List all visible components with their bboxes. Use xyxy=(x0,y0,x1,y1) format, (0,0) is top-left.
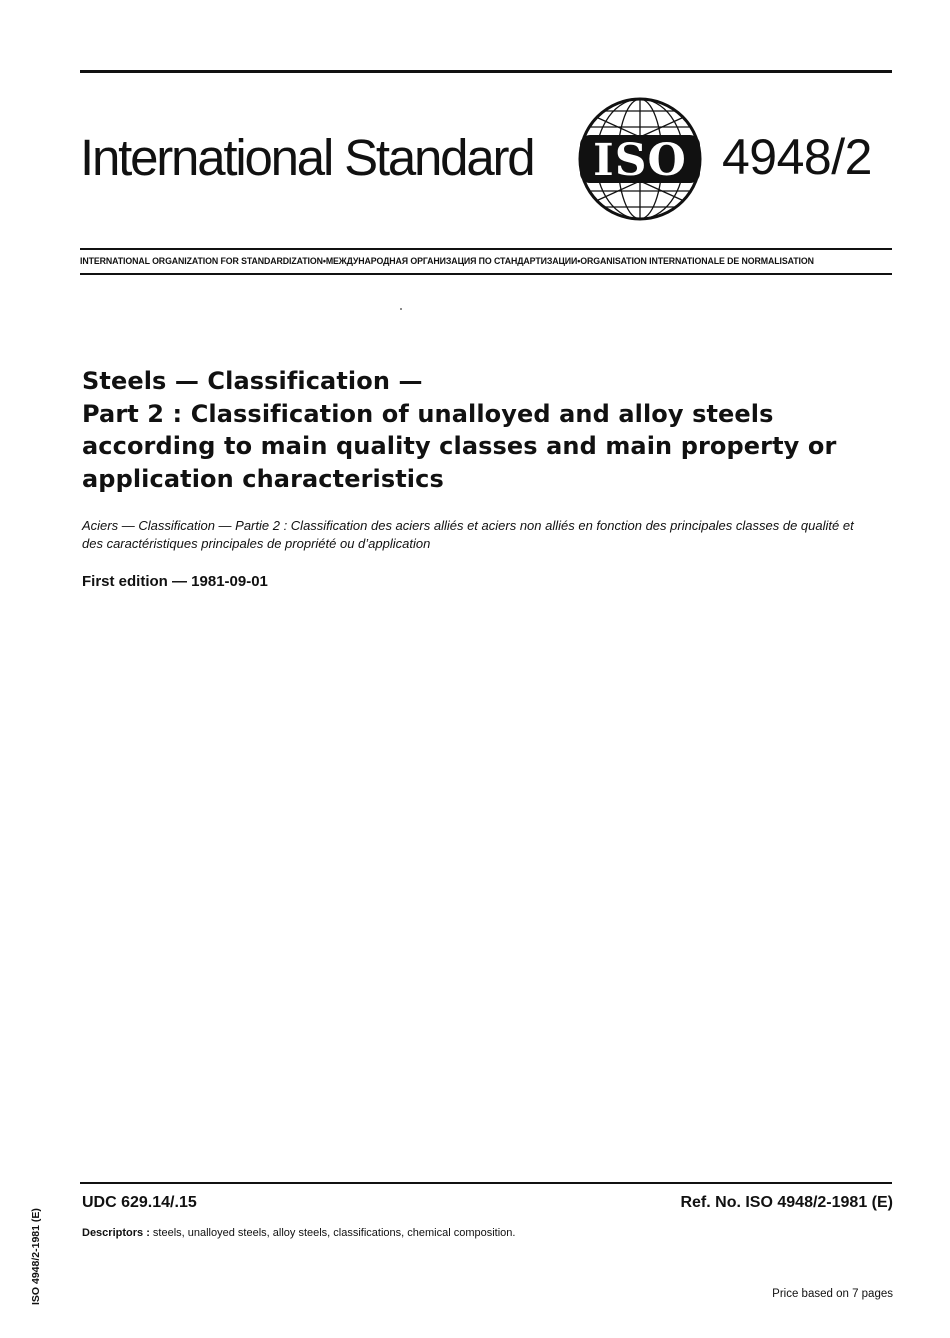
reference-number: Ref. No. ISO 4948/2-1981 (E) xyxy=(680,1194,893,1211)
descriptors xyxy=(82,1227,515,1239)
descriptors-label: Descriptors : xyxy=(82,1227,150,1239)
price-note: Price based on 7 pages xyxy=(772,1288,893,1300)
standard-number: 4948/2 xyxy=(722,129,872,185)
french-title: Aciers — Classification — Partie 2 : Classification des aciers alliés et aciers non alliés en fonction des principales classes de qualité et des caractéristiques principales de propriété ou d’application xyxy=(82,518,854,551)
iso-logo-text: ISO xyxy=(593,135,687,186)
title-line: application characteristics xyxy=(82,464,444,493)
title-line: Part 2 : Classification of unalloyed and alloy steels xyxy=(82,399,774,428)
organization-rule xyxy=(80,273,892,275)
header-title: International Standard xyxy=(80,129,534,186)
document-title xyxy=(82,365,882,495)
header-rule xyxy=(80,248,892,250)
top-rule xyxy=(80,70,892,73)
title-line: according to main quality classes and main property or xyxy=(82,432,837,460)
descriptors-text: steels, unalloyed steels, alloy steels, classifications, chemical composition. xyxy=(149,1227,516,1239)
udc-number: UDC 629.14/.15 xyxy=(82,1194,197,1211)
footer-rule xyxy=(80,1182,892,1184)
side-reference: ISO 4948/2-1981 (E) xyxy=(30,1208,42,1305)
scan-speck xyxy=(400,308,402,310)
edition-date: First edition — 1981-09-01 xyxy=(82,573,268,590)
organization-line: INTERNATIONAL ORGANIZATION FOR STANDARDIZATION•МЕЖДУНАРОДНАЯ ОРГАНИЗАЦИЯ ПО СТАНДАРТИЗАЦИИ•ORGANISATION INTERNATIONALE DE NORMALISATION xyxy=(80,256,814,266)
iso-logo xyxy=(578,97,702,221)
title-line: Steels — Classification — xyxy=(82,367,423,395)
